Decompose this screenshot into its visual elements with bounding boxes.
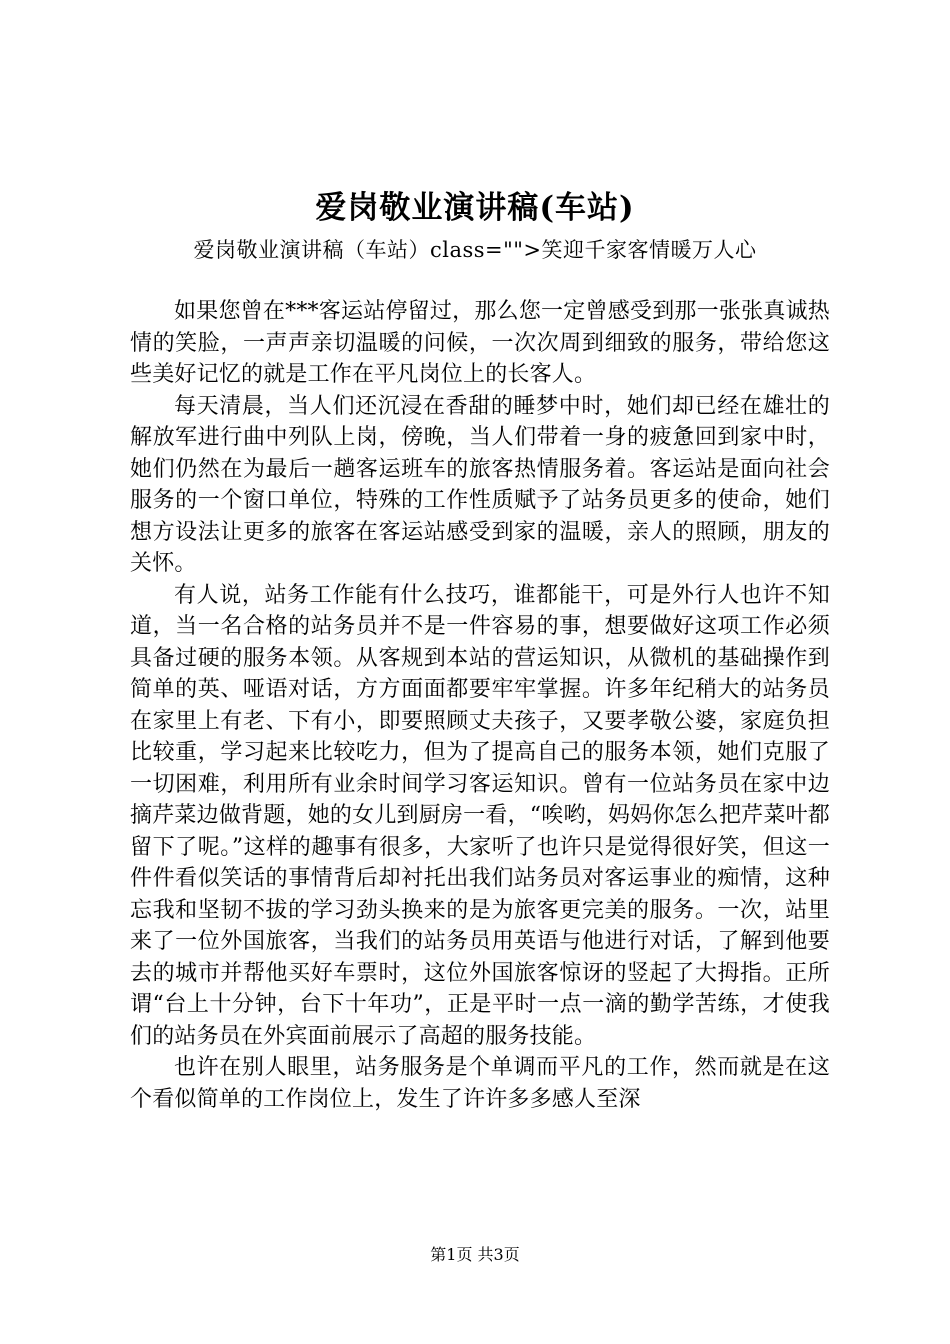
page-number-footer: 第1页 共3页 [430, 1245, 520, 1264]
document-title: 爱岗敬业演讲稿(车站) [315, 190, 635, 226]
document-subtitle: 爱岗敬业演讲稿（车站）class="">笑迎千家客情暖万人心 [193, 238, 757, 262]
paragraph: 也许在别人眼里，站务服务是个单调而平凡的工作，然而就是在这个看似简单的工作岗位上，发生了许许多多感人至深 [130, 1055, 830, 1112]
paragraph: 每天清晨，当人们还沉浸在香甜的睡梦中时，她们却已经在雄壮的解放军进行曲中列队上岗，傍晚，当人们带着一身的疲惫回到家中时，她们仍然在为最后一趟客运班车的旅客热情服务着。客运站是面向社会服务的一个窗口单位，特殊的工作性质赋予了站务员更多的使命，她们想方设法让更多的旅客在客运站感受到家的温暖，亲人的照顾，朋友的关怀。 [130, 393, 830, 576]
document-body [130, 296, 830, 1115]
paragraph: 有人说，站务工作能有什么技巧，谁都能干，可是外行人也许不知道，当一名合格的站务员并不是一件容易的事，想要做好这项工作必须具备过硬的服务本领。从客规到本站的营运知识，从微机的基础操作到简单的英、哑语对话，方方面面都要牢牢掌握。许多年纪稍大的站务员在家里上有老、下有小，即要照顾丈夫孩子，又要孝敬公婆，家庭负担比较重，学习起来比较吃力，但为了提高自己的服务本领，她们克服了一切困难，利用所有业余时间学习客运知识。曾有一位站务员在家中边摘芹菜边做背题，她的女儿到厨房一看，“唉哟，妈妈你怎么把芹菜叶都留下了呢。”这样的趣事有很多，大家听了也许只是觉得很好笑，但这一件件看似笑话的事情背后却衬托出我们站务员对客运事业的痴情，这种忘我和坚韧不拔的学习劲头换来的是为旅客更完美的服务。一次，站里来了一位外国旅客，当我们的站务员用英语与他进行对话，了解到他要去的城市并帮他买好车票时，这位外国旅客惊讶的竖起了大拇指。正所谓“台上十分钟，台下十年功”，正是平时一点一滴的勤学苦练，才使我们的站务员在外宾面前展示了高超的服务技能。 [130, 582, 830, 1049]
paragraph: 如果您曾在***客运站停留过，那么您一定曾感受到那一张张真诚热情的笑脸，一声声亲切温暖的问候，一次次周到细致的服务，带给您这些美好记忆的就是工作在平凡岗位上的长客人。 [130, 299, 830, 387]
